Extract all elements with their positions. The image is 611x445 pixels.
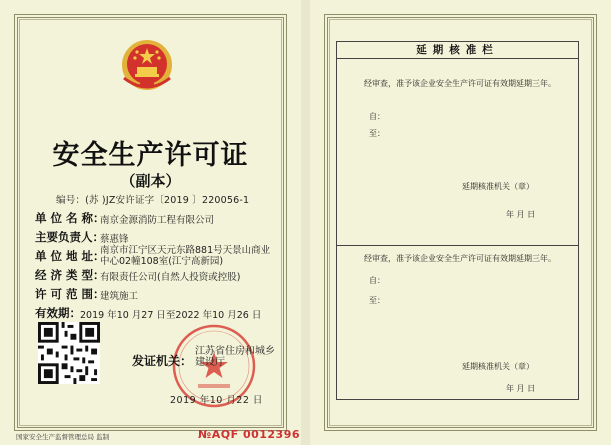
field-value-principal: 蔡惠锋 [100,234,129,245]
field-value-economic-type: 有限责任公司(自然人投资或控股) [100,272,241,283]
extension-from-label: 自： [369,112,385,121]
serial-number: №AQF 0012396 [198,428,301,441]
extension-table [336,41,579,400]
issuer-label: 发证机关： [132,354,193,368]
extension-to-label: 至： [369,296,385,305]
extension-date-label: 年 月 日 [506,210,536,219]
number-value: (苏 )JZ安许证字〔2019 〕220056-1 [85,195,250,206]
certificate-page [0,0,301,445]
extension-header: 延期核准栏 [337,42,578,59]
qr-code-icon [38,322,100,384]
field-value-company: 南京金源消防工程有限公司 [100,215,215,226]
extension-date-label: 年 月 日 [506,384,536,393]
issue-date: 2019 年10 月22 日 [170,395,263,406]
field-value-address: 南京市江宁区天元东路881号天景山商业中心02幢108室(江宁高新园) [100,245,271,267]
certificate-title: 安全生产许可证 [52,140,249,171]
certificate-number [56,192,249,206]
page-gutter [301,0,310,445]
national-emblem-icon [118,38,176,96]
field-label-validity: 有效期： [35,306,81,320]
extension-from-label: 自： [369,276,385,285]
field-label-principal: 主要负责人： [35,230,104,244]
field-value-scope: 建筑施工 [100,291,139,302]
supervisor-org: 国家安全生产监督管理总局 监制 [16,433,110,441]
field-value-validity: 2019 年10 月27 日至2022 年10 月26 日 [80,310,262,321]
extension-divider [337,245,578,246]
field-label-company: 单 位 名 称： [35,211,105,225]
extension-statement: 经审查，准予该企业安全生产许可证有效期延期三年。 [364,79,556,88]
extension-authority-label: 延期核准机关（章） [462,362,534,371]
issuer-name: 江苏省住房和城乡建设厅 [195,346,275,368]
field-label-address: 单 位 地 址： [35,249,105,263]
number-label: 编号： [56,195,86,206]
field-label-economic-type: 经 济 类 型： [35,268,105,282]
extension-to-label: 至： [369,129,385,138]
extension-statement: 经审查，准予该企业安全生产许可证有效期延期三年。 [364,254,556,263]
certificate-subtitle: （副本） [120,172,181,190]
extension-authority-label: 延期核准机关（章） [462,182,534,191]
field-label-scope: 许 可 范 围： [35,287,105,301]
